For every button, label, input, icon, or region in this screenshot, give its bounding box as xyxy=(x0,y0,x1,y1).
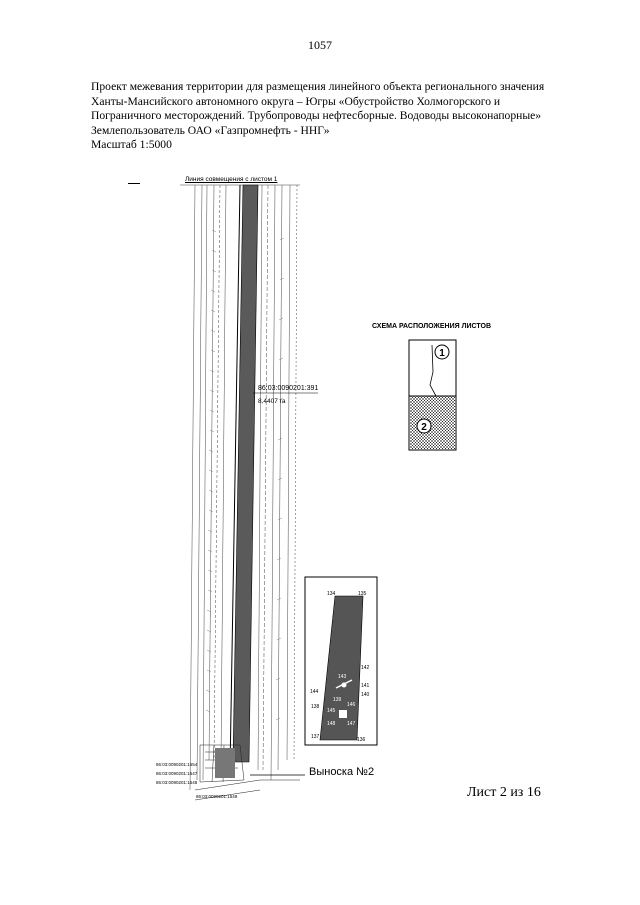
bottom-cadastral-3: 86:03:0090201:1548 xyxy=(156,780,198,785)
road-line-right-6 xyxy=(294,185,297,760)
inset-point-140: 140 xyxy=(361,692,370,698)
header-line-2: Ханты-Мансийского автономного округа – Югры «Обустройство Холмогорского и xyxy=(91,94,501,108)
callout-inset xyxy=(305,577,377,745)
parcel-area: 8,4407 га xyxy=(258,398,286,405)
road-line-right-5 xyxy=(287,185,290,760)
inset-point-143: 143 xyxy=(338,674,347,680)
road-line-left-2 xyxy=(203,185,207,780)
parcel-cadastral-number: 86:03:0090201:391 xyxy=(258,384,319,393)
road-line-right-1 xyxy=(258,185,262,770)
inset-node-147 xyxy=(339,710,347,718)
inset-point-135: 135 xyxy=(358,591,367,597)
inset-point-136: 136 xyxy=(357,737,366,743)
inset-point-139: 139 xyxy=(333,697,342,703)
road-line-far-left xyxy=(190,185,195,790)
inset-point-145: 145 xyxy=(327,708,336,714)
callout-label: Выноска №2 xyxy=(309,766,375,778)
header-line-4: Землепользователь ОАО «Газпромнефть - ННГ» xyxy=(91,123,330,137)
road-line-right-3 xyxy=(271,185,275,780)
bottom-cadastral-4: 86:03:0090201:1549 xyxy=(196,794,238,799)
road-line-right-2 xyxy=(263,185,268,770)
hatch-2 xyxy=(276,238,284,720)
inset-point-142: 142 xyxy=(361,665,370,671)
sheet-layout-scheme xyxy=(409,340,456,450)
sheet-1-number: 1 xyxy=(439,348,445,359)
sheet-2-area xyxy=(410,396,455,449)
inset-point-147: 147 xyxy=(347,721,356,727)
header-line-3: Пограничного месторождений. Трубопроводы нефтесборные. Водоводы высоконапорные» xyxy=(91,109,542,123)
sheet-number-label: Лист 2 из 16 xyxy=(467,785,541,800)
inset-point-134: 134 xyxy=(327,591,336,597)
inset-point-146: 146 xyxy=(347,702,356,708)
parcel-strip xyxy=(233,185,258,762)
road-line-right-4 xyxy=(278,185,282,770)
header-line-1: Проект межевания территории для размещения линейного объекта регионального значения xyxy=(91,80,545,93)
header-scale: Масштаб 1:5000 xyxy=(91,138,172,152)
layout-scheme-title: СХЕМА РАСПОЛОЖЕНИЯ ЛИСТОВ xyxy=(372,323,491,330)
inset-point-148: 148 xyxy=(327,721,336,727)
bottom-cadastral-1: 86:03:0090201:1654 xyxy=(156,762,198,767)
hatch-1 xyxy=(206,230,216,712)
inset-point-141: 141 xyxy=(361,683,370,689)
cluster-fill xyxy=(215,748,235,778)
page-number: 1057 xyxy=(308,38,332,52)
road-line-left-5 xyxy=(221,185,226,760)
road-line-left-3 xyxy=(209,185,214,760)
inset-point-137: 137 xyxy=(311,734,320,740)
road-line-left-1 xyxy=(197,185,202,780)
inset-point-138: 138 xyxy=(311,704,320,710)
inset-point-144: 144 xyxy=(310,689,319,695)
match-line-label: Линия совмещения с листом 1 xyxy=(185,176,278,183)
bottom-cadastral-2: 86:03:0090201:1547 xyxy=(156,771,198,776)
sheet-2-number: 2 xyxy=(421,422,427,433)
